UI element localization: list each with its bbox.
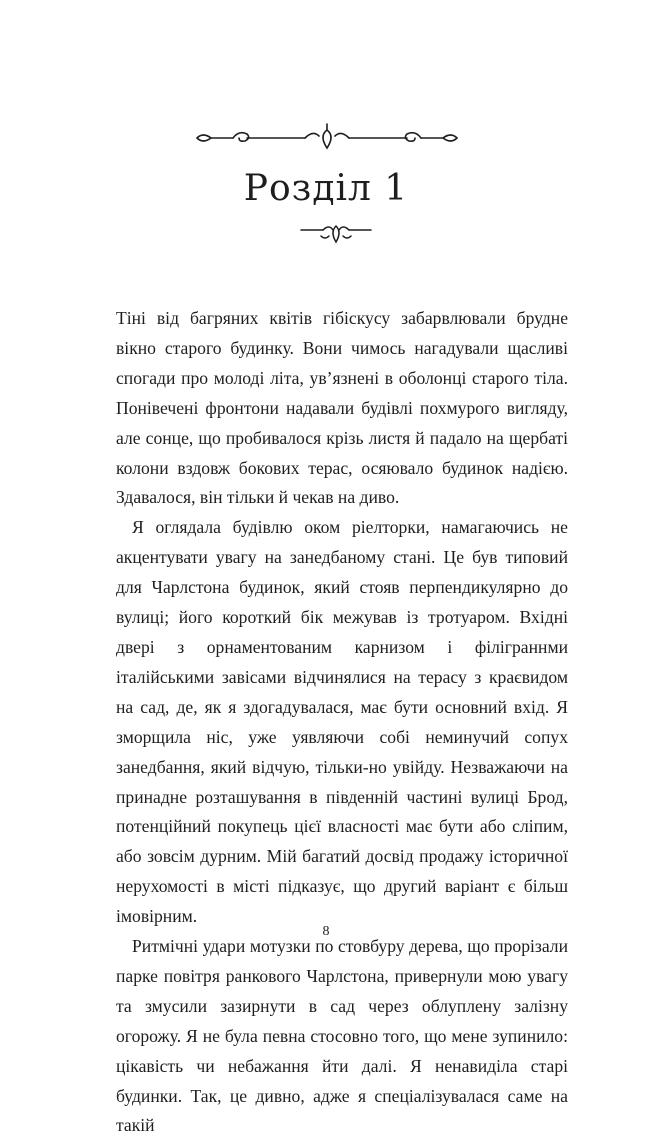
- page-number: 8: [322, 924, 330, 939]
- chapter-ornament-top: [193, 122, 461, 152]
- paragraph: Тіні від багряних квітів гібіскусу забарвлювали брудне вікно старого будинку. Вони чимось нагадували щасливі спогади про молоді літа, ув’язнені в оболонці старого тіла. Понівечені фронтони надавали будівлі похмурого вигляду, але сонце, що пробивалося крізь листя й падало на щербаті колони вздовж бокових терас, осяювало будинок надією. Здавалося, він тільки й чекав на диво.: [116, 308, 568, 508]
- chapter-title: Розділ 1: [243, 168, 409, 209]
- chapter-ornament-bottom: [299, 222, 373, 244]
- paragraph: Ритмічні удари мотузки по стовбуру дерева, що прорізали парке повітря ранкового Чарлстона, привернули мою увагу та змусили зазирнути в сад через облуплену залізну огорожу. Я не була певна стосовно того, що мене зупинило: цікавість чи небажання йти далі. Я ненавиділа старі будинки. Так, це дивно, адже я спеціалізувалася саме на такій: [116, 936, 568, 1136]
- chapter-body: [116, 304, 568, 1141]
- paragraph: Я оглядала будівлю оком ріелторки, намагаючись не акцентувати увагу на занедбаному стані. Це був типовий для Чарлстона будинок, який стояв перпендикулярно до вулиці; його короткий бік межував із тротуаром. Вхідні двері з орнаментованим карнизом і філіграннми італійськими завісами відчинялися на терасу з краєвидом на сад, де, як я здогадувалася, має бути основний вхід. Я зморщила ніс, уже уявляючи собі неминучий сопух занедбання, який відчую, тільки-но увійду. Незважаючи на принадне розташування в південній частині вулиці Брод, потенційний покупець цієї власності має бути або сліпим, або зовсім дурним. Мій багатий досвід продажу історичної нерухомості в місті підказує, що другий варіант є більш імовірним.: [116, 517, 568, 927]
